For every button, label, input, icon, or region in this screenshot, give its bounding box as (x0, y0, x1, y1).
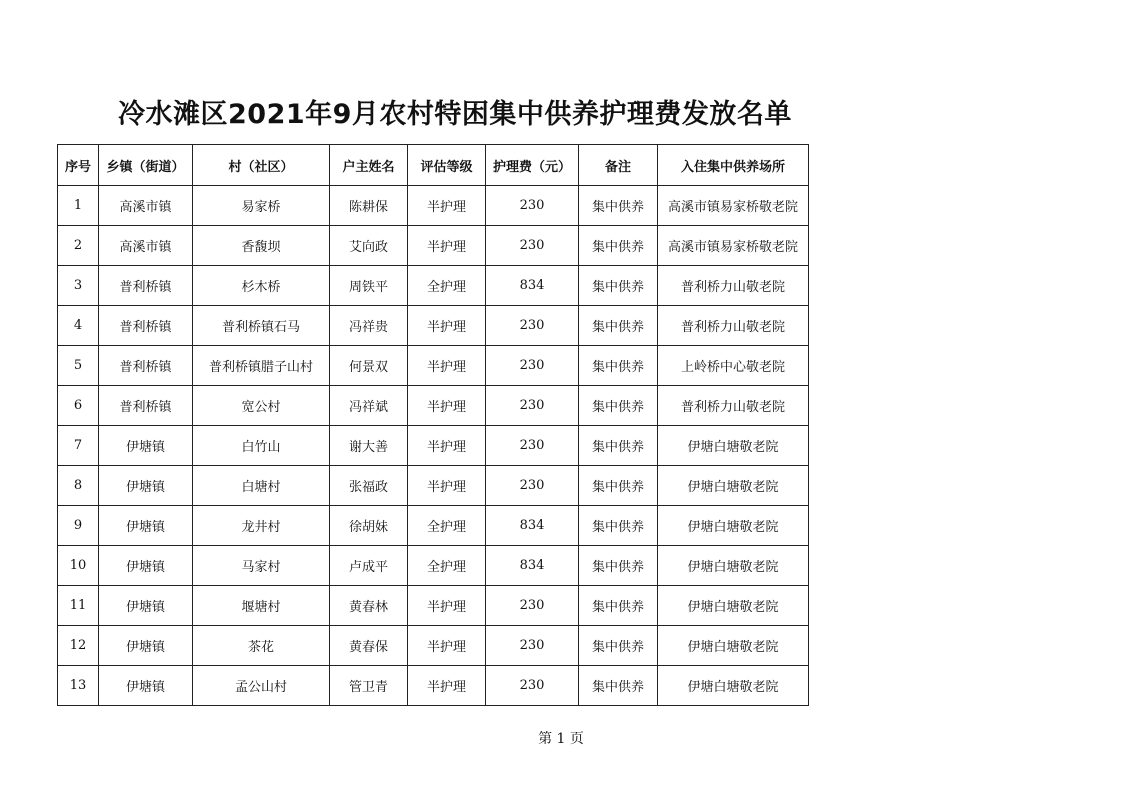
cell-remarks: 集中供养 (579, 546, 658, 586)
cell-remarks: 集中供养 (579, 586, 658, 626)
cell-care-facility: 普利桥力山敬老院 (658, 306, 809, 346)
cell-township: 伊塘镇 (99, 586, 193, 626)
table-row (58, 186, 809, 226)
cell-householder: 冯祥斌 (330, 386, 408, 426)
cell-care-facility: 伊塘白塘敬老院 (658, 586, 809, 626)
cell-care-facility: 伊塘白塘敬老院 (658, 666, 809, 706)
cell-assessment-level: 半护理 (408, 666, 486, 706)
cell-care-fee: 230 (486, 466, 579, 506)
cell-township: 普利桥镇 (99, 386, 193, 426)
table-row (58, 466, 809, 506)
cell-index: 1 (58, 186, 99, 226)
cell-village: 普利桥镇腊子山村 (193, 346, 330, 386)
cell-householder: 张福政 (330, 466, 408, 506)
cell-assessment-level: 半护理 (408, 186, 486, 226)
cell-care-facility: 普利桥力山敬老院 (658, 386, 809, 426)
cell-care-facility: 伊塘白塘敬老院 (658, 506, 809, 546)
page-number: 第 1 页 (538, 731, 584, 747)
cell-care-facility: 普利桥力山敬老院 (658, 266, 809, 306)
cell-assessment-level: 半护理 (408, 626, 486, 666)
table-row (58, 426, 809, 466)
cell-householder: 管卫青 (330, 666, 408, 706)
cell-assessment-level: 半护理 (408, 346, 486, 386)
cell-assessment-level: 全护理 (408, 546, 486, 586)
cell-assessment-level: 半护理 (408, 386, 486, 426)
cell-village: 龙井村 (193, 506, 330, 546)
cell-care-fee: 230 (486, 306, 579, 346)
cell-township: 伊塘镇 (99, 546, 193, 586)
header-township: 乡镇（街道） (99, 145, 193, 186)
cell-remarks: 集中供养 (579, 426, 658, 466)
cell-village: 孟公山村 (193, 666, 330, 706)
cell-care-fee: 230 (486, 426, 579, 466)
header-remarks: 备注 (579, 145, 658, 186)
header-village: 村（社区） (193, 145, 330, 186)
cell-index: 11 (58, 586, 99, 626)
cell-index: 10 (58, 546, 99, 586)
header-householder: 户主姓名 (330, 145, 408, 186)
cell-index: 12 (58, 626, 99, 666)
table-row (58, 266, 809, 306)
cell-care-fee: 834 (486, 266, 579, 306)
cell-index: 4 (58, 306, 99, 346)
cell-householder: 何景双 (330, 346, 408, 386)
cell-care-fee: 230 (486, 626, 579, 666)
cell-householder: 黄春保 (330, 626, 408, 666)
table-row (58, 306, 809, 346)
cell-village: 易家桥 (193, 186, 330, 226)
cell-township: 普利桥镇 (99, 266, 193, 306)
cell-care-facility: 伊塘白塘敬老院 (658, 546, 809, 586)
cell-care-fee: 230 (486, 186, 579, 226)
cell-care-fee: 230 (486, 226, 579, 266)
cell-care-fee: 834 (486, 546, 579, 586)
cell-village: 杉木桥 (193, 266, 330, 306)
cell-remarks: 集中供养 (579, 346, 658, 386)
cell-householder: 冯祥贵 (330, 306, 408, 346)
cell-village: 堰塘村 (193, 586, 330, 626)
header-care-facility: 入住集中供养场所 (658, 145, 809, 186)
cell-care-fee: 834 (486, 506, 579, 546)
table-row (58, 346, 809, 386)
cell-remarks: 集中供养 (579, 266, 658, 306)
cell-remarks: 集中供养 (579, 306, 658, 346)
cell-remarks: 集中供养 (579, 386, 658, 426)
cell-village: 茶花 (193, 626, 330, 666)
cell-village: 普利桥镇石马 (193, 306, 330, 346)
cell-village: 白塘村 (193, 466, 330, 506)
cell-assessment-level: 全护理 (408, 266, 486, 306)
table-header-row (58, 145, 809, 186)
cell-index: 6 (58, 386, 99, 426)
cell-index: 9 (58, 506, 99, 546)
roster-table (57, 144, 809, 706)
header-index: 序号 (58, 145, 99, 186)
cell-care-fee: 230 (486, 586, 579, 626)
cell-care-facility: 伊塘白塘敬老院 (658, 426, 809, 466)
cell-township: 伊塘镇 (99, 426, 193, 466)
cell-care-facility: 伊塘白塘敬老院 (658, 626, 809, 666)
cell-township: 高溪市镇 (99, 226, 193, 266)
cell-index: 2 (58, 226, 99, 266)
cell-care-facility: 上岭桥中心敬老院 (658, 346, 809, 386)
cell-township: 普利桥镇 (99, 306, 193, 346)
cell-township: 高溪市镇 (99, 186, 193, 226)
cell-township: 伊塘镇 (99, 466, 193, 506)
cell-index: 7 (58, 426, 99, 466)
cell-index: 3 (58, 266, 99, 306)
cell-assessment-level: 半护理 (408, 426, 486, 466)
table-row (58, 226, 809, 266)
cell-householder: 徐胡妹 (330, 506, 408, 546)
cell-assessment-level: 半护理 (408, 466, 486, 506)
cell-township: 普利桥镇 (99, 346, 193, 386)
document-title: 冷水滩区2021年9月农村特困集中供养护理费发放名单 (118, 99, 792, 130)
cell-remarks: 集中供养 (579, 666, 658, 706)
table-row (58, 506, 809, 546)
cell-care-fee: 230 (486, 346, 579, 386)
header-assessment-level: 评估等级 (408, 145, 486, 186)
header-care-fee: 护理费（元） (486, 145, 579, 186)
table-row (58, 626, 809, 666)
cell-care-fee: 230 (486, 666, 579, 706)
cell-village: 香馥坝 (193, 226, 330, 266)
cell-care-facility: 高溪市镇易家桥敬老院 (658, 186, 809, 226)
cell-assessment-level: 半护理 (408, 306, 486, 346)
cell-index: 8 (58, 466, 99, 506)
cell-index: 13 (58, 666, 99, 706)
cell-care-facility: 伊塘白塘敬老院 (658, 466, 809, 506)
table-body (58, 186, 809, 706)
cell-care-fee: 230 (486, 386, 579, 426)
cell-remarks: 集中供养 (579, 466, 658, 506)
cell-householder: 卢成平 (330, 546, 408, 586)
cell-township: 伊塘镇 (99, 626, 193, 666)
table-row (58, 546, 809, 586)
cell-township: 伊塘镇 (99, 506, 193, 546)
cell-township: 伊塘镇 (99, 666, 193, 706)
cell-remarks: 集中供养 (579, 506, 658, 546)
cell-remarks: 集中供养 (579, 626, 658, 666)
table-row (58, 586, 809, 626)
cell-village: 宽公村 (193, 386, 330, 426)
cell-householder: 谢大善 (330, 426, 408, 466)
cell-householder: 周铁平 (330, 266, 408, 306)
cell-assessment-level: 半护理 (408, 226, 486, 266)
table-row (58, 386, 809, 426)
cell-village: 马家村 (193, 546, 330, 586)
cell-index: 5 (58, 346, 99, 386)
cell-assessment-level: 半护理 (408, 586, 486, 626)
cell-village: 白竹山 (193, 426, 330, 466)
cell-householder: 陈耕保 (330, 186, 408, 226)
cell-householder: 艾向政 (330, 226, 408, 266)
cell-householder: 黄春林 (330, 586, 408, 626)
table-row (58, 666, 809, 706)
cell-remarks: 集中供养 (579, 186, 658, 226)
cell-assessment-level: 全护理 (408, 506, 486, 546)
cell-remarks: 集中供养 (579, 226, 658, 266)
cell-care-facility: 高溪市镇易家桥敬老院 (658, 226, 809, 266)
